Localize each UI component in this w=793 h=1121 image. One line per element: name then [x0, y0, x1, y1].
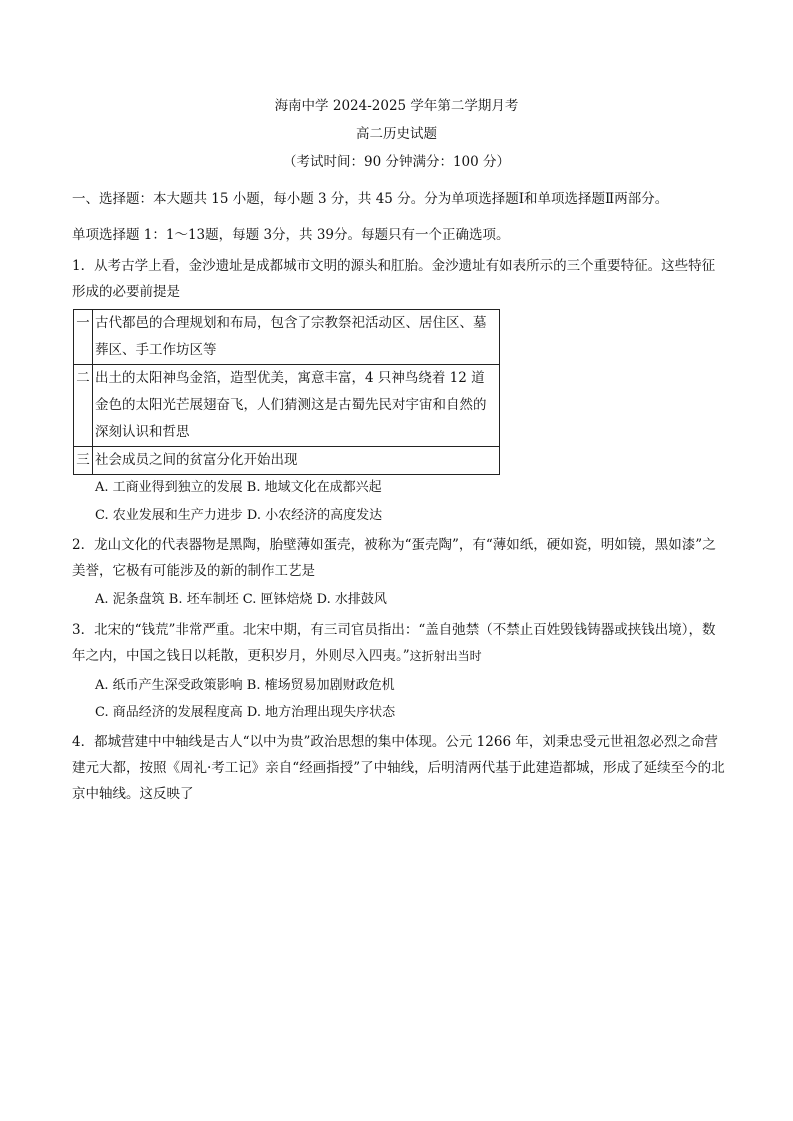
table-row	[74, 447, 500, 475]
row-number: 三	[74, 447, 93, 475]
table-row	[74, 310, 500, 365]
section-sub-intro: 单项选择题 1：1～13题，每题 3分，共 39分。每题只有一个正确选项。	[72, 227, 510, 243]
exam-info: （考试时间：90 分钟满分：100 分）	[282, 154, 511, 170]
question-2-stem: 2．龙山文化的代表器物是黑陶，胎壁薄如蛋壳，被称为“蛋壳陶”，有“薄如纸，硬如瓷，明如镜，黑如漆”之美誉，它极有可能涉及的新的制作工艺是	[72, 537, 716, 579]
row-text: 古代都邑的合理规划和布局，包含了宗教祭祀活动区、居住区、墓葬区、手工作坊区等	[93, 310, 500, 365]
row-number: 一	[74, 310, 93, 365]
question-4-stem: 4．都城营建中中轴线是古人“以中为贵”政治思想的集中体现。公元 1266 年，刘秉忠受元世祖忽必烈之命营建元大都，按照《周礼·考工记》亲自“经画指授”了中轴线，后明清两代基于此建造都城，形成了延续至今的北京中轴线。这反映了	[72, 734, 725, 802]
feature-table	[73, 309, 500, 475]
question-3-options-cd: C. 商品经济的发展程度高 D. 地方治理出现失序状态	[95, 705, 396, 720]
question-3-stem-block	[72, 617, 727, 669]
row-text: 出土的太阳神鸟金箔，造型优美，寓意丰富，4 只神鸟绕着 12 道金色的太阳光芒展翅奋飞，人们猜测这是古蜀先民对宇宙和自然的深刻认识和哲思	[93, 365, 500, 447]
question-1-options-ab: A. 工商业得到独立的发展 B. 地域文化在成都兴起	[95, 480, 382, 495]
question-3-options-ab: A. 纸币产生深受政策影响 B. 榷场贸易加剧财政危机	[95, 678, 395, 693]
row-number: 二	[74, 365, 93, 447]
exam-subtitle: 高二历史试题	[356, 126, 437, 142]
section-intro: 一、选择题：本大题共 15 小题，每小题 3 分，共 45 分。分为单项选择题Ⅰ和单项选择题Ⅱ两部分。	[72, 191, 669, 207]
table-row	[74, 365, 500, 447]
question-2-options: A. 泥条盘筑 B. 坯车制坯 C. 匣钵焙烧 D. 水排鼓风	[95, 592, 387, 607]
question-3-stem: 3．北宋的“钱荒”非常严重。北宋中期，有三司官员指出：“盖自弛禁（不禁止百姓毁钱铸器或挟钱出境），数年之内，中国之钱日以耗散，更积岁月，外则尽入四夷。”	[72, 622, 716, 664]
question-3-stem-tail: 这折射出当时	[409, 649, 482, 663]
exam-title: 海南中学 2024-2025 学年第二学期月考	[274, 98, 519, 114]
question-1-options-cd: C. 农业发展和生产力进步 D. 小农经济的高度发达	[95, 508, 383, 523]
row-text: 社会成员之间的贫富分化开始出现	[93, 447, 500, 475]
question-1-stem: 1．从考古学上看，金沙遗址是成都城市文明的源头和肛胎。金沙遗址有如表所示的三个重要特征。这些特征形成的必要前提是	[72, 258, 716, 300]
